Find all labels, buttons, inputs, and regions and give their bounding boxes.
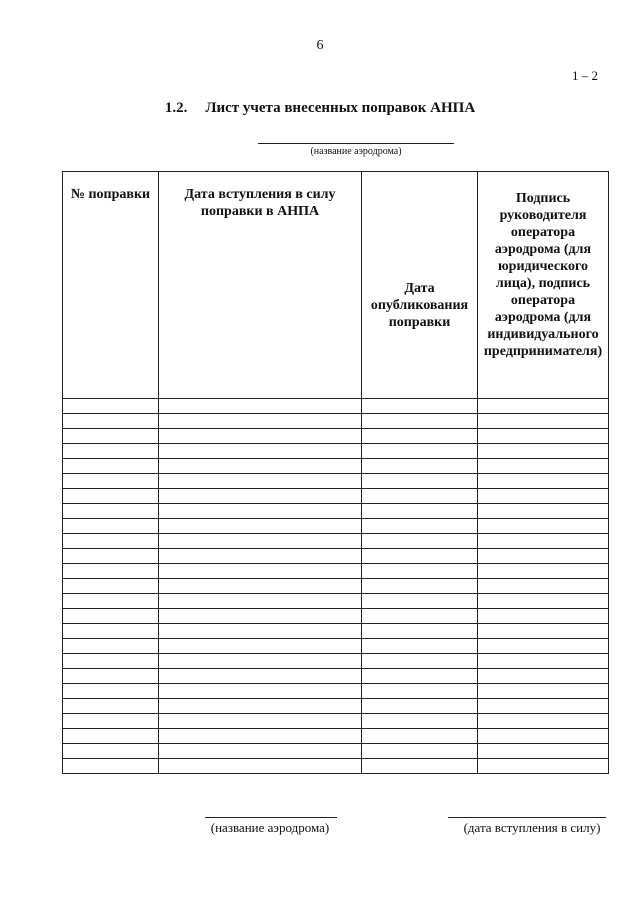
table-cell: [478, 459, 609, 474]
table-cell: [63, 699, 159, 714]
table-cell: [63, 564, 159, 579]
table-cell: [362, 489, 478, 504]
table-row: [63, 684, 609, 699]
table-cell: [63, 714, 159, 729]
table-cell: [159, 744, 362, 759]
table-cell: [478, 699, 609, 714]
table-cell: [362, 744, 478, 759]
table-cell: [362, 609, 478, 624]
table-cell: [478, 759, 609, 774]
table-cell: [63, 729, 159, 744]
table-cell: [362, 564, 478, 579]
table-cell: [159, 459, 362, 474]
table-row: [63, 414, 609, 429]
table-cell: [159, 639, 362, 654]
table-cell: [362, 534, 478, 549]
footer-aerodrome-line: [205, 817, 337, 818]
table-cell: [159, 399, 362, 414]
table-cell: [478, 414, 609, 429]
table-cell: [159, 669, 362, 684]
table-cell: [362, 549, 478, 564]
table-cell: [159, 504, 362, 519]
header-amendment-number: № поправки: [63, 172, 159, 399]
table-row: [63, 579, 609, 594]
footer-date-line: [448, 817, 606, 818]
table-cell: [478, 519, 609, 534]
table-cell: [478, 609, 609, 624]
table-cell: [63, 459, 159, 474]
table-row: [63, 519, 609, 534]
table-row: [63, 744, 609, 759]
table-cell: [362, 624, 478, 639]
table-cell: [159, 429, 362, 444]
table-cell: [478, 489, 609, 504]
table-row: [63, 429, 609, 444]
table-cell: [63, 759, 159, 774]
table-cell: [478, 714, 609, 729]
table-row: [63, 444, 609, 459]
table-cell: [478, 744, 609, 759]
table-cell: [63, 609, 159, 624]
table-cell: [478, 624, 609, 639]
footer-date-caption: (дата вступления в силу): [463, 820, 601, 835]
table-cell: [159, 579, 362, 594]
table-cell: [159, 714, 362, 729]
table-cell: [63, 624, 159, 639]
table-cell: [63, 429, 159, 444]
table-cell: [362, 474, 478, 489]
table-cell: [159, 564, 362, 579]
table-cell: [63, 744, 159, 759]
section-number: 1.2.: [164, 100, 188, 116]
table-cell: [159, 474, 362, 489]
table-cell: [362, 414, 478, 429]
table-cell: [63, 579, 159, 594]
table-cell: [63, 669, 159, 684]
table-row: [63, 639, 609, 654]
table-cell: [159, 609, 362, 624]
table-row: [63, 699, 609, 714]
page-reference: 1 – 2: [572, 68, 598, 83]
table-cell: [159, 414, 362, 429]
table-cell: [63, 444, 159, 459]
table-row: [63, 609, 609, 624]
table-row: [63, 714, 609, 729]
table-row: [63, 759, 609, 774]
table-cell: [362, 429, 478, 444]
table-cell: [478, 654, 609, 669]
table-body: [63, 399, 609, 774]
table-cell: [63, 594, 159, 609]
table-cell: [159, 684, 362, 699]
table-row: [63, 489, 609, 504]
table-cell: [478, 639, 609, 654]
table-cell: [63, 684, 159, 699]
table-cell: [362, 639, 478, 654]
table-cell: [159, 729, 362, 744]
page-number: 6: [316, 38, 324, 53]
table-cell: [63, 654, 159, 669]
table-cell: [159, 699, 362, 714]
amendments-table: [62, 171, 609, 774]
table-cell: [362, 654, 478, 669]
table-cell: [478, 474, 609, 489]
table-cell: [362, 669, 478, 684]
table-cell: [159, 624, 362, 639]
table-cell: [362, 459, 478, 474]
table-cell: [478, 594, 609, 609]
table-cell: [159, 759, 362, 774]
table-row: [63, 459, 609, 474]
table-cell: [362, 519, 478, 534]
table-row: [63, 594, 609, 609]
aerodrome-name-line: [258, 143, 454, 144]
table-cell: [159, 444, 362, 459]
section-title-text: Лист учета внесенных поправок АНПА: [205, 100, 476, 116]
table-cell: [63, 504, 159, 519]
table-cell: [63, 489, 159, 504]
table-row: [63, 624, 609, 639]
table-row: [63, 729, 609, 744]
table-row: [63, 474, 609, 489]
table-cell: [159, 519, 362, 534]
table-row: [63, 534, 609, 549]
aerodrome-name-caption: (название аэродрома): [310, 146, 402, 157]
table-cell: [362, 594, 478, 609]
table-row: [63, 654, 609, 669]
table-cell: [159, 534, 362, 549]
table-cell: [362, 684, 478, 699]
table-cell: [478, 399, 609, 414]
table-cell: [159, 654, 362, 669]
section-title: [0, 100, 640, 117]
table-cell: [478, 669, 609, 684]
table-cell: [159, 594, 362, 609]
table-cell: [63, 399, 159, 414]
table-cell: [362, 444, 478, 459]
table-cell: [63, 414, 159, 429]
table-cell: [478, 429, 609, 444]
table-cell: [63, 519, 159, 534]
table-row: [63, 564, 609, 579]
table-cell: [362, 579, 478, 594]
table-cell: [362, 699, 478, 714]
table-cell: [478, 549, 609, 564]
table-row: [63, 669, 609, 684]
table-cell: [362, 729, 478, 744]
table-cell: [478, 504, 609, 519]
table-cell: [362, 714, 478, 729]
table-cell: [478, 534, 609, 549]
table-cell: [362, 759, 478, 774]
table-cell: [63, 549, 159, 564]
table-cell: [63, 474, 159, 489]
table-row: [63, 549, 609, 564]
footer-aerodrome-caption: (название аэродрома): [210, 820, 330, 835]
table-cell: [159, 549, 362, 564]
table-cell: [362, 504, 478, 519]
header-publication-date: Дата опубликования поправки: [362, 172, 478, 399]
header-signature: Подпись руководителя оператора аэродрома (для юридического лица), подпись оператора аэродрома (для индивидуального предпринимателя): [478, 172, 609, 399]
table-cell: [478, 564, 609, 579]
table-row: [63, 504, 609, 519]
table-cell: [362, 399, 478, 414]
table-cell: [478, 729, 609, 744]
table-cell: [63, 534, 159, 549]
table-row: [63, 399, 609, 414]
table-cell: [63, 639, 159, 654]
table-cell: [478, 579, 609, 594]
table-header-row: [63, 172, 609, 399]
table-cell: [159, 489, 362, 504]
table-cell: [478, 684, 609, 699]
header-effective-date: Дата вступления в силу поправки в АНПА: [159, 172, 362, 399]
table-cell: [478, 444, 609, 459]
